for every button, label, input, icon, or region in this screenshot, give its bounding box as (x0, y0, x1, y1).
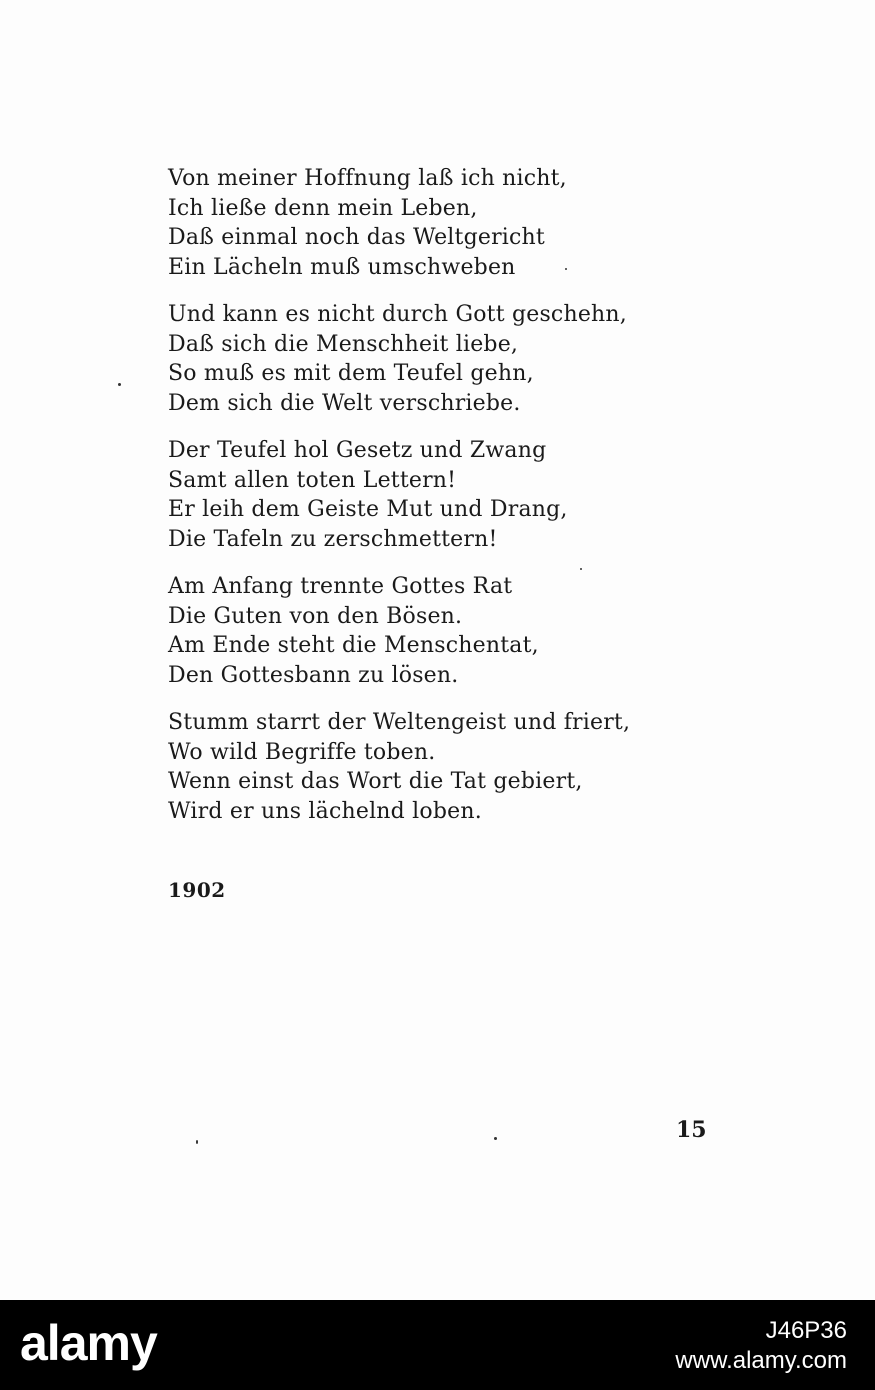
print-speck (494, 1137, 497, 1140)
poem-line: Samt allen toten Lettern! (168, 467, 457, 493)
poem-line: Wenn einst das Wort die Tat gebiert, (168, 769, 583, 794)
footer-info (675, 1316, 847, 1376)
image-id: J46P36 (765, 1317, 847, 1344)
poem-line: Wo wild Begriffe toben. (168, 739, 436, 765)
poem-line: Die Guten von den Bösen. (168, 603, 463, 629)
poem-line: So muß es mit dem Teufel gehn, (168, 361, 534, 386)
poem-line: Und kann es nicht durch Gott geschehn, (168, 302, 627, 327)
print-speck (118, 383, 121, 386)
page-number: 15 (676, 1117, 707, 1143)
alamy-logo: alamy (20, 1315, 157, 1371)
poem-line: Wird er uns lächelnd loben. (168, 798, 482, 824)
poem-line: Den Gottesbann zu lösen. (168, 662, 459, 688)
poem-line: Daß sich die Menschheit liebe, (168, 331, 519, 357)
print-speck (580, 568, 582, 570)
stanza-5 (168, 708, 808, 826)
stanza-2 (168, 300, 808, 418)
poem-line: Er leih dem Geiste Mut und Drang, (168, 497, 568, 522)
poem-line: Ein Lächeln muß umschweben (168, 254, 516, 280)
site-url: www.alamy.com (675, 1347, 847, 1374)
poem-line: Die Tafeln zu zerschmettern! (168, 526, 498, 552)
print-speck (196, 1140, 198, 1144)
print-speck (565, 268, 567, 270)
poem-line: Stumm starrt der Weltengeist und friert, (168, 710, 631, 735)
poem (168, 164, 808, 844)
poem-line: Daß einmal noch das Weltgericht (168, 225, 545, 250)
stanza-3 (168, 436, 808, 554)
poem-line: Ich ließe denn mein Leben, (168, 195, 478, 221)
poem-line: Am Anfang trennte Gottes Rat (168, 574, 513, 599)
watermark-footer (0, 1300, 875, 1390)
poem-line: Am Ende steht die Menschentat, (168, 633, 539, 658)
poem-line: Von meiner Hoffnung laß ich nicht, (168, 166, 567, 191)
poem-line: Dem sich die Welt verschriebe. (168, 390, 521, 416)
poem-line: Der Teufel hol Gesetz und Zwang (168, 438, 547, 463)
poem-year: 1902 (168, 878, 226, 902)
stanza-1 (168, 164, 808, 282)
stanza-4 (168, 572, 808, 690)
